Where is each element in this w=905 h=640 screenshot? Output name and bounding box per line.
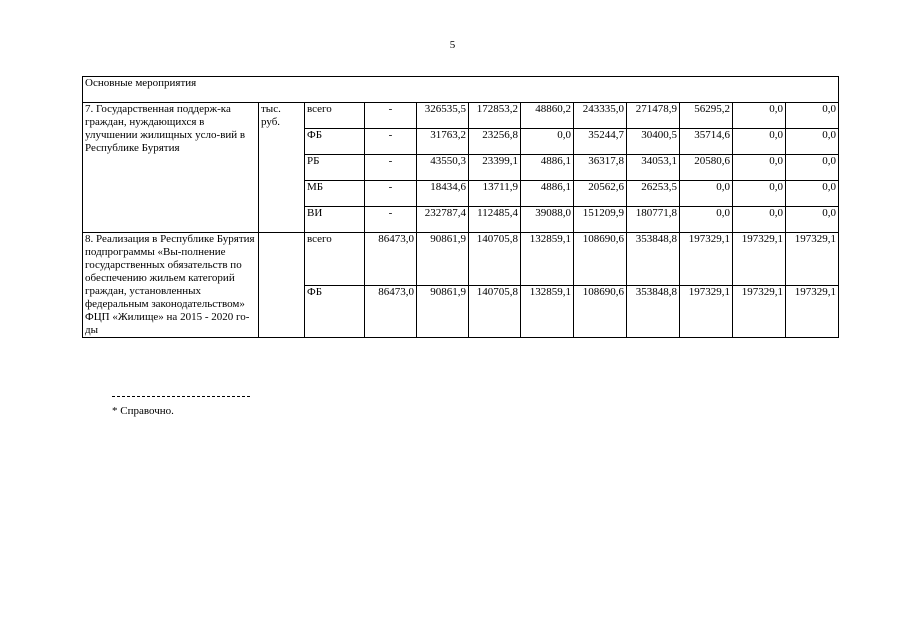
value-cell: 0,0 xyxy=(680,207,733,233)
value-cell: 48860,2 xyxy=(521,103,574,129)
value-cell: 132859,1 xyxy=(521,285,574,338)
value-cell: 0,0 xyxy=(733,181,786,207)
value-cell: 151209,9 xyxy=(574,207,627,233)
value-cell: 197329,1 xyxy=(786,233,839,286)
value-cell: 26253,5 xyxy=(627,181,680,207)
funding-source: ФБ xyxy=(305,285,365,338)
value-cell: 108690,6 xyxy=(574,285,627,338)
funding-source: МБ xyxy=(305,181,365,207)
funding-source: ФБ xyxy=(305,129,365,155)
footnote xyxy=(112,396,250,417)
value-cell: 243335,0 xyxy=(574,103,627,129)
value-cell: 13711,9 xyxy=(469,181,521,207)
value-cell: 34053,1 xyxy=(627,155,680,181)
value-cell: 353848,8 xyxy=(627,233,680,286)
value-cell: 86473,0 xyxy=(365,285,417,338)
value-cell: 0,0 xyxy=(733,103,786,129)
value-cell: 20580,6 xyxy=(680,155,733,181)
value-cell: - xyxy=(365,155,417,181)
value-cell: 0,0 xyxy=(786,129,839,155)
footnote-separator xyxy=(112,396,250,397)
value-cell: 232787,4 xyxy=(417,207,469,233)
value-cell: 140705,8 xyxy=(469,233,521,286)
value-cell: 132859,1 xyxy=(521,233,574,286)
value-cell: 0,0 xyxy=(733,129,786,155)
value-cell: 197329,1 xyxy=(680,285,733,338)
value-cell: - xyxy=(365,207,417,233)
funding-source: всего xyxy=(305,233,365,286)
value-cell: 197329,1 xyxy=(786,285,839,338)
value-cell: 108690,6 xyxy=(574,233,627,286)
value-cell: 0,0 xyxy=(786,103,839,129)
value-cell: 172853,2 xyxy=(469,103,521,129)
measure-name: 8. Реализация в Республике Бурятия подпрограммы «Вы-полнение государственных обязательств по обеспечению жильем категорий граждан, установленных федеральным законодательством» ФЦП «Жилище» на 2015 - 2020 го-ды xyxy=(83,233,259,338)
value-cell: 18434,6 xyxy=(417,181,469,207)
value-cell: 197329,1 xyxy=(733,233,786,286)
value-cell: 4886,1 xyxy=(521,155,574,181)
value-cell: 43550,3 xyxy=(417,155,469,181)
value-cell: 36317,8 xyxy=(574,155,627,181)
table-row xyxy=(83,233,839,286)
value-cell: 271478,9 xyxy=(627,103,680,129)
section-header-row xyxy=(83,77,839,103)
value-cell: 35714,6 xyxy=(680,129,733,155)
funding-source: всего xyxy=(305,103,365,129)
value-cell: 112485,4 xyxy=(469,207,521,233)
funding-source: РБ xyxy=(305,155,365,181)
measure-name: 7. Государственная поддерж-ка граждан, нуждающихся в улучшении жилищных усло-вий в Республике Бурятия xyxy=(83,103,259,233)
value-cell: 0,0 xyxy=(680,181,733,207)
value-cell: 0,0 xyxy=(786,155,839,181)
table-body xyxy=(83,77,839,338)
value-cell: 20562,6 xyxy=(574,181,627,207)
value-cell: 31763,2 xyxy=(417,129,469,155)
table-row xyxy=(83,103,839,129)
page-number: 5 xyxy=(449,39,456,51)
value-cell: 0,0 xyxy=(733,207,786,233)
value-cell: 140705,8 xyxy=(469,285,521,338)
value-cell: 197329,1 xyxy=(680,233,733,286)
section-header: Основные мероприятия xyxy=(83,77,839,103)
value-cell: 23256,8 xyxy=(469,129,521,155)
value-cell: 23399,1 xyxy=(469,155,521,181)
value-cell: 326535,5 xyxy=(417,103,469,129)
value-cell: 39088,0 xyxy=(521,207,574,233)
value-cell: 0,0 xyxy=(521,129,574,155)
value-cell: 35244,7 xyxy=(574,129,627,155)
value-cell: 180771,8 xyxy=(627,207,680,233)
value-cell: 86473,0 xyxy=(365,233,417,286)
value-cell: 353848,8 xyxy=(627,285,680,338)
value-cell: - xyxy=(365,103,417,129)
value-cell: 197329,1 xyxy=(733,285,786,338)
footnote-text: * Справочно. xyxy=(112,405,174,417)
value-cell: - xyxy=(365,181,417,207)
unit-cell: тыс. руб. xyxy=(259,103,305,233)
value-cell: - xyxy=(365,129,417,155)
budget-table xyxy=(82,76,839,338)
value-cell: 56295,2 xyxy=(680,103,733,129)
value-cell: 90861,9 xyxy=(417,233,469,286)
value-cell: 0,0 xyxy=(786,207,839,233)
unit-cell xyxy=(259,233,305,338)
value-cell: 90861,9 xyxy=(417,285,469,338)
value-cell: 0,0 xyxy=(733,155,786,181)
value-cell: 0,0 xyxy=(786,181,839,207)
value-cell: 30400,5 xyxy=(627,129,680,155)
value-cell: 4886,1 xyxy=(521,181,574,207)
funding-source: ВИ xyxy=(305,207,365,233)
